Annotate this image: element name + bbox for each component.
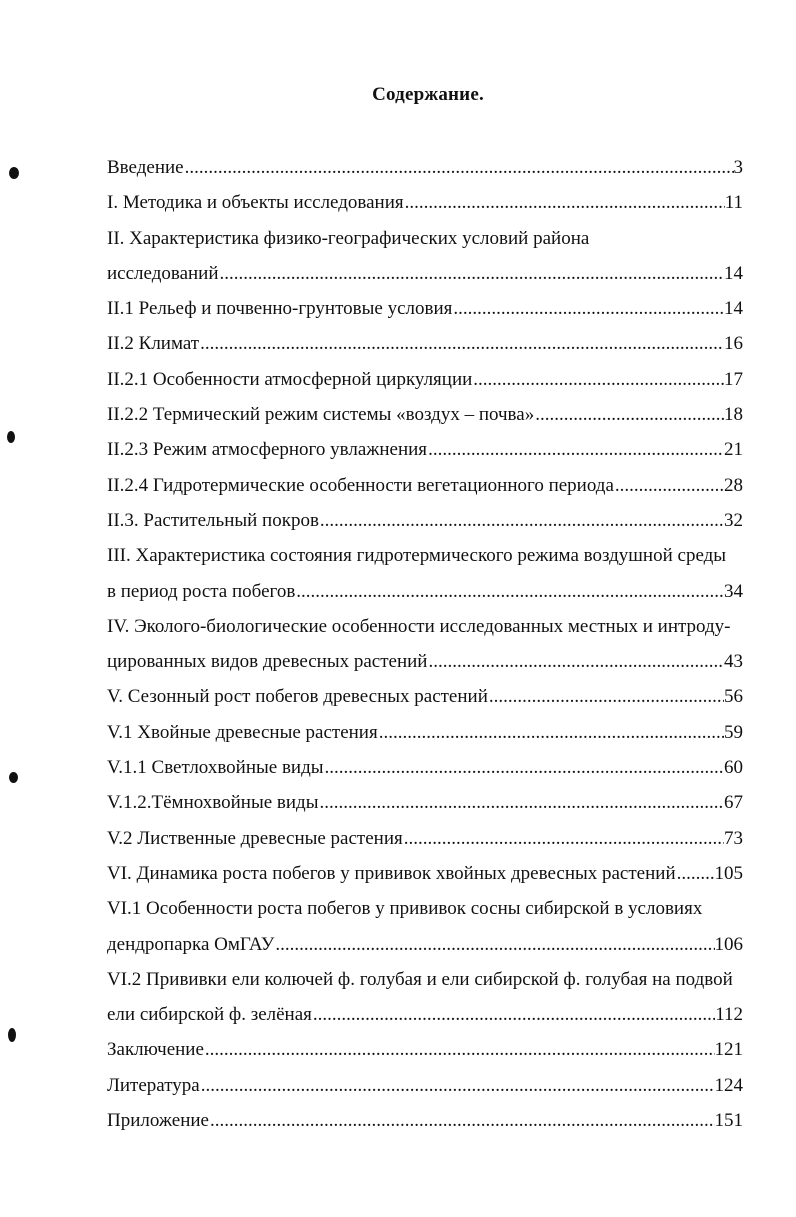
toc-page-number: 124 bbox=[714, 1074, 743, 1096]
toc-entry-label: Литература bbox=[107, 1074, 200, 1096]
toc-entry-row bbox=[107, 856, 743, 891]
toc-page-number: 3 bbox=[733, 157, 743, 178]
page-title: Содержание. bbox=[372, 84, 484, 105]
toc-entry-row bbox=[107, 362, 743, 397]
toc-entry-label: II.2.1 Особенности атмосферной циркуляции bbox=[107, 368, 473, 390]
toc-entry bbox=[107, 221, 743, 292]
toc-page-number: 28 bbox=[724, 474, 743, 496]
toc-entry-label: V.1.1 Светлохвойные виды bbox=[107, 757, 324, 779]
toc-entry-label: V.2 Лиственные древесные растения bbox=[107, 827, 403, 849]
toc-entry-label: VI. Динамика роста побегов у прививок хвойных древесных растений bbox=[107, 862, 676, 884]
toc-leader-dots bbox=[204, 1032, 715, 1067]
toc-entry-label: II.2.3 Режим атмосферного увлажнения bbox=[107, 439, 428, 461]
toc-leader-dots bbox=[184, 150, 734, 185]
toc-entry-line: VI.2 Прививки ели колючей ф. голубая и ели сибирской ф. голубая на подвой bbox=[107, 968, 733, 990]
toc-page-number: 43 bbox=[724, 651, 743, 673]
toc-entry-label: цированных видов древесных растений bbox=[107, 651, 428, 673]
toc-entry-row bbox=[107, 785, 743, 820]
toc-entry-line: III. Характеристика состояния гидротермического режима воздушной среды bbox=[107, 545, 727, 567]
toc-entry-label: V.1 Хвойные древесные растения bbox=[107, 721, 378, 743]
toc-leader-dots bbox=[452, 291, 724, 326]
toc-leader-dots bbox=[274, 927, 714, 962]
toc-entry bbox=[107, 1103, 743, 1138]
toc-page-number: 112 bbox=[715, 1004, 743, 1026]
toc-entry-row bbox=[107, 821, 743, 856]
toc-entry bbox=[107, 891, 743, 962]
toc-entry bbox=[107, 538, 743, 609]
table-of-contents bbox=[107, 150, 743, 1138]
toc-entry bbox=[107, 150, 743, 185]
toc-entry-row bbox=[107, 715, 743, 750]
toc-entry-label: исследований bbox=[107, 262, 219, 284]
toc-page-number: 106 bbox=[714, 933, 743, 955]
toc-entry-label: II.1 Рельеф и почвенно-грунтовые условия bbox=[107, 298, 453, 320]
toc-entry bbox=[107, 856, 743, 891]
toc-entry bbox=[107, 962, 743, 1033]
toc-leader-dots bbox=[312, 997, 715, 1032]
toc-page-number: 67 bbox=[724, 792, 743, 814]
toc-page-number: 56 bbox=[724, 686, 743, 708]
toc-entry bbox=[107, 468, 743, 503]
toc-entry bbox=[107, 715, 743, 750]
toc-entry-label: Приложение bbox=[107, 1110, 209, 1132]
toc-entry-row bbox=[107, 432, 743, 467]
toc-entry-line: II. Характеристика физико-географических условий района bbox=[107, 227, 590, 249]
toc-leader-dots bbox=[209, 1103, 715, 1138]
toc-page-number: 14 bbox=[724, 298, 743, 320]
toc-entry-row bbox=[107, 1103, 743, 1138]
toc-page-number: 21 bbox=[724, 439, 743, 461]
toc-page-number: 11 bbox=[724, 192, 743, 214]
toc-page-number: 32 bbox=[724, 509, 743, 531]
toc-page-number: 59 bbox=[724, 721, 743, 743]
toc-entry-row bbox=[107, 1032, 743, 1067]
toc-entry-row bbox=[107, 679, 743, 714]
toc-entry bbox=[107, 503, 743, 538]
toc-page-number: 14 bbox=[724, 262, 743, 284]
toc-entry-row bbox=[107, 468, 743, 503]
toc-entry-row bbox=[107, 750, 743, 785]
toc-page-number: 16 bbox=[724, 333, 743, 355]
toc-entry-line: VI.1 Особенности роста побегов у прививок сосны сибирской в условиях bbox=[107, 898, 703, 920]
toc-entry bbox=[107, 609, 743, 680]
toc-entry bbox=[107, 362, 743, 397]
toc-entry-row bbox=[107, 574, 743, 609]
margin-mark-3 bbox=[9, 772, 18, 783]
toc-entry-row bbox=[107, 397, 743, 432]
toc-page-number: 105 bbox=[714, 862, 743, 884]
toc-leader-dots bbox=[378, 715, 724, 750]
toc-entry bbox=[107, 397, 743, 432]
toc-leader-dots bbox=[403, 821, 724, 856]
toc-entry-row bbox=[107, 997, 743, 1032]
toc-entry bbox=[107, 1068, 743, 1103]
toc-entry-label: V. Сезонный рост побегов древесных растений bbox=[107, 686, 488, 708]
toc-entry-row bbox=[107, 927, 743, 962]
margin-mark-1 bbox=[9, 167, 19, 179]
toc-entry-row bbox=[107, 256, 743, 291]
toc-entry-label: II.2.2 Термический режим системы «воздух – почва» bbox=[107, 404, 535, 426]
toc-entry-label: в период роста побегов bbox=[107, 580, 296, 602]
margin-mark-2 bbox=[7, 431, 15, 443]
toc-page-number: 18 bbox=[724, 404, 743, 426]
toc-page-number: 73 bbox=[724, 827, 743, 849]
toc-entry-label: V.1.2.Тёмнохвойные виды bbox=[107, 792, 319, 814]
toc-page-number: 151 bbox=[714, 1110, 743, 1132]
toc-entry bbox=[107, 185, 743, 220]
toc-page-number: 17 bbox=[724, 368, 743, 390]
toc-entry-label: Заключение bbox=[107, 1039, 204, 1061]
toc-page-number: 60 bbox=[724, 757, 743, 779]
toc-leader-dots bbox=[295, 574, 724, 609]
toc-entry bbox=[107, 326, 743, 361]
toc-leader-dots bbox=[404, 185, 725, 220]
toc-entry bbox=[107, 291, 743, 326]
margin-mark-4 bbox=[8, 1028, 16, 1042]
toc-entry-row bbox=[107, 291, 743, 326]
toc-leader-dots bbox=[219, 256, 724, 291]
toc-entry-row bbox=[107, 503, 743, 538]
toc-leader-dots bbox=[199, 326, 724, 361]
toc-leader-dots bbox=[534, 397, 724, 432]
toc-entry-label: II.3. Растительный покров bbox=[107, 509, 319, 531]
toc-entry-label: II.2.4 Гидротермические особенности вегетационного периода bbox=[107, 474, 614, 496]
toc-leader-dots bbox=[427, 644, 724, 679]
toc-entry-row bbox=[107, 326, 743, 361]
toc-entry bbox=[107, 821, 743, 856]
toc-page-number: 34 bbox=[724, 580, 743, 602]
toc-leader-dots bbox=[319, 503, 724, 538]
toc-entry-label: I. Методика и объекты исследования bbox=[107, 192, 404, 214]
toc-entry-label: ели сибирской ф. зелёная bbox=[107, 1004, 312, 1026]
toc-entry-row bbox=[107, 185, 743, 220]
toc-entry bbox=[107, 785, 743, 820]
toc-entry bbox=[107, 750, 743, 785]
toc-entry-row bbox=[107, 150, 743, 185]
toc-leader-dots bbox=[488, 679, 724, 714]
toc-entry-row bbox=[107, 644, 743, 679]
toc-entry bbox=[107, 1032, 743, 1067]
toc-entry-label: Введение bbox=[107, 157, 184, 178]
toc-leader-dots bbox=[614, 468, 724, 503]
toc-entry bbox=[107, 432, 743, 467]
toc-leader-dots bbox=[472, 362, 724, 397]
toc-leader-dots bbox=[318, 785, 724, 820]
toc-leader-dots bbox=[676, 856, 715, 891]
toc-entry-line: IV. Эколого-биологические особенности исследованных местных и интроду- bbox=[107, 615, 731, 637]
toc-entry-row bbox=[107, 1068, 743, 1103]
toc-page-number: 121 bbox=[714, 1039, 743, 1061]
toc-entry-label: II.2 Климат bbox=[107, 333, 200, 355]
toc-leader-dots bbox=[324, 750, 724, 785]
toc-entry-label: дендропарка ОмГАУ bbox=[107, 933, 275, 955]
toc-entry bbox=[107, 679, 743, 714]
toc-leader-dots bbox=[427, 432, 724, 467]
toc-leader-dots bbox=[200, 1068, 715, 1103]
